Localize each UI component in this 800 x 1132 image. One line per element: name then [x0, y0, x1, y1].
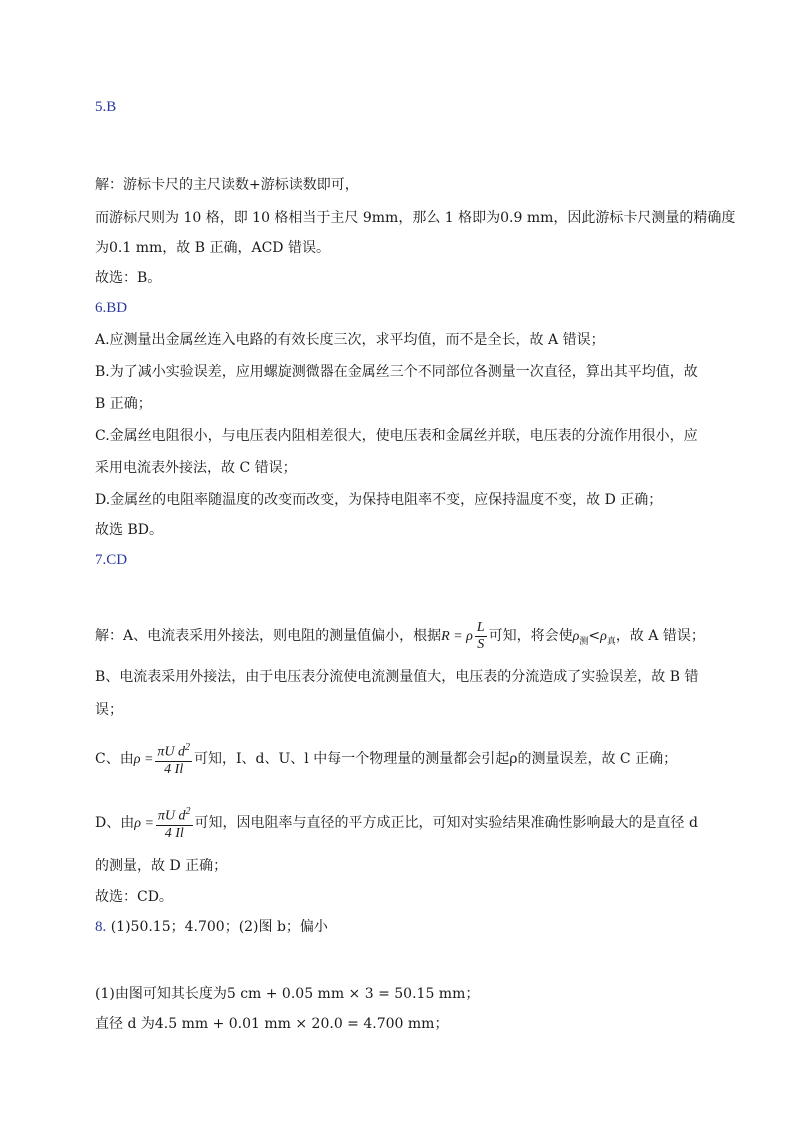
q7-c-frac-denominator: 4 Il	[164, 761, 184, 777]
q7-option-a	[95, 618, 705, 660]
q7-c-suffix: 可知，I、d、U、l 中每一个物理量的测量都会引起ρ的测量误差，故 C 正确；	[194, 751, 678, 767]
q7-option-c	[95, 740, 677, 779]
q7-d-prefix: D、由	[95, 815, 135, 831]
q7-d-suffix: 可知，因电阻率与直径的平方成正比，可知对实验结果准确性影响最大的是直径 d	[194, 815, 698, 831]
q7-a-sub-true: 真	[606, 636, 616, 647]
q7-conclusion: 故选：CD。	[95, 889, 173, 905]
q7-option-d-line-2: 的测量，故 D 正确；	[95, 858, 228, 874]
q7-a-formula-lhs: R = ρ	[441, 629, 473, 644]
q7-c-rho-lhs: ρ =	[133, 752, 154, 767]
q7-c-fraction	[155, 740, 192, 778]
q7-a-suffix: ，故 A 错误；	[615, 628, 705, 644]
q7-option-b-line-1: B、电流表采用外接法，由于电压表分流使电流测量值大，电压表的分流造成了实验误差，故 B 错	[95, 669, 699, 685]
q7-a-fraction	[475, 620, 487, 653]
q7-c-frac-numerator	[155, 740, 192, 762]
q5-solution-line-1: 解：游标卡尺的主尺读数+游标读数即可，	[95, 177, 359, 193]
q8-solution-line-1: (1)由图可知其长度为5 cm + 0.05 mm × 3 = 50.15 mm；	[95, 986, 480, 1002]
question-8	[95, 917, 328, 937]
q7-c-exponent: 2	[185, 742, 191, 754]
question-6-number: 6.BD	[95, 300, 128, 316]
q6-conclusion: 故选 BD。	[95, 522, 163, 538]
question-5-number: 5.B	[95, 99, 117, 115]
q5-solution-line-3: 为0.1 mm，故 B 正确，ACD 错误。	[95, 240, 330, 256]
q7-a-frac-numerator: L	[476, 619, 485, 635]
q7-a-middle: 可知，将会使	[488, 628, 573, 644]
q7-a-prefix: 解：A、电流表采用外接法，则电阻的测量值偏小，根据	[95, 628, 442, 644]
q8-answer: (1)50.15；4.700；(2)图 b；偏小	[110, 919, 328, 935]
q6-option-a: A.应测量出金属丝连入电路的有效长度三次，求平均值，而不是全长，故 A 错误；	[95, 332, 605, 348]
q7-d-rho-lhs: ρ =	[134, 816, 154, 831]
q8-solution-line-2: 直径 d 为4.5 mm + 0.01 mm × 20.0 = 4.700 mm；	[95, 1016, 449, 1032]
q7-d-frac-denominator: 4 Il	[164, 825, 184, 841]
q6-option-b-line-1: B.为了减小实验误差，应用螺旋测微器在金属丝三个不同部位各测量一次直径，算出其平均值，故	[95, 364, 698, 380]
question-7-number: 7.CD	[95, 552, 128, 568]
q7-a-rho-true: ρ	[600, 629, 607, 644]
question-8-number: 8.	[95, 919, 107, 935]
q7-a-sub-measured: 测	[579, 636, 589, 647]
q7-a-frac-denominator: S	[477, 636, 485, 652]
q7-d-numerator-text: πU d	[157, 808, 186, 824]
q7-d-frac-numerator	[156, 804, 193, 826]
q6-option-c-line-1: C.金属丝电阻很小，与电压表内阻相差很大，使电压表和金属丝并联，电压表的分流作用很小，应	[95, 428, 698, 444]
q6-option-c-line-2: 采用电流表外接法，故 C 错误；	[95, 460, 297, 476]
q7-a-rho-measured: ρ	[572, 629, 580, 644]
q6-option-d: D.金属丝的电阻率随温度的改变而改变，为保持电阻率不变，应保持温度不变，故 D 正确；	[95, 492, 663, 508]
q5-solution-line-2: 而游标尺则为 10 格，即 10 格相当于主尺 9mm，那么 1 格即为0.9 mm，因此游标卡尺测量的精确度	[95, 210, 736, 226]
q7-d-fraction	[156, 804, 193, 842]
q7-option-d	[95, 804, 698, 843]
q7-d-exponent: 2	[185, 806, 191, 818]
q5-conclusion: 故选：B。	[95, 270, 162, 286]
q7-c-prefix: C、由	[95, 751, 134, 767]
q7-option-b-line-2: 误；	[95, 702, 123, 718]
q6-option-b-line-2: B 正确；	[95, 396, 152, 412]
q7-c-numerator-text: πU d	[157, 744, 186, 760]
q7-a-less-than: <	[588, 628, 601, 644]
